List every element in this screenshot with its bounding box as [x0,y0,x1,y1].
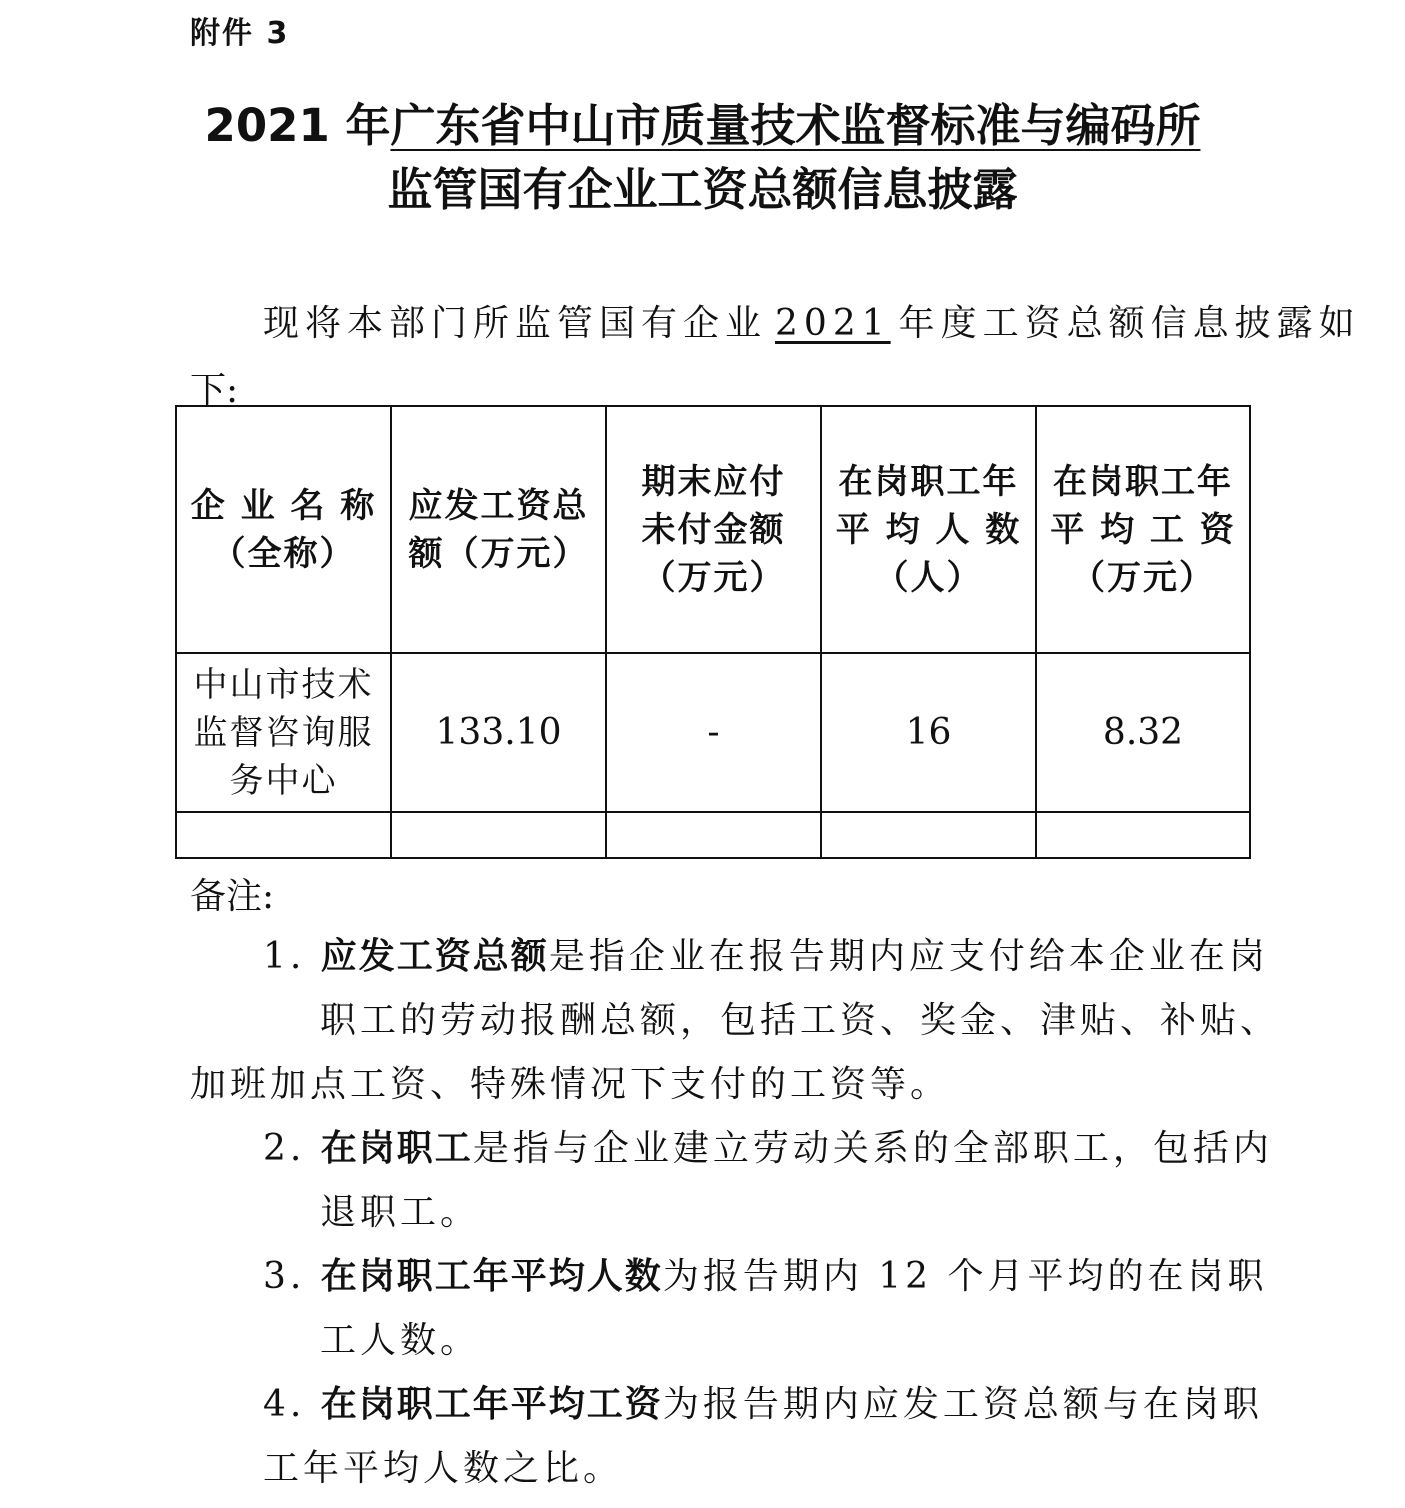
note-2-line2: 退职工。 [320,1192,481,1233]
company-name-line: 务中心 [229,760,338,801]
note-text: 为报告期内 12 个月平均的在岗职 [662,1256,1268,1297]
empty-cell [821,812,1036,858]
header-line: 平 均 人 数 [835,509,1022,550]
note-text: 是指与企业建立劳动关系的全部职工，包括内 [472,1128,1273,1169]
attachment-label: 附件 3 [190,16,290,51]
note-number: 1. [263,936,321,977]
header-line: 额（万元） [408,533,589,574]
document-title-line1 [0,99,1405,152]
header-line: （人） [874,557,983,598]
header-line: 企 业 名 称 [190,485,377,526]
empty-cell [391,812,606,858]
header-line: 应发工资总 [408,485,589,526]
note-3-line1 [263,1248,1268,1299]
company-name-line: 中山市技术 [193,664,374,705]
note-term: 在岗职工年平均工资 [320,1384,663,1425]
intro-before-year: 现将本部门所监管国有企业 [263,303,768,344]
table-row [176,653,1250,812]
empty-cell [176,812,391,858]
note-text: 是指企业在报告期内应支付给本企业在岗 [548,936,1269,977]
header-avg-wage [1036,406,1250,653]
note-2-line1 [263,1120,1273,1171]
header-line: （万元） [1071,557,1215,598]
intro-year: 2021 [775,303,891,344]
header-total-wage [391,406,606,653]
cell-company-name [176,653,391,812]
cell-total-wage: 133.10 [391,653,606,812]
header-line: 平 均 工 资 [1050,509,1236,550]
header-line: 未付金额 [641,509,786,550]
note-term: 在岗职工 [320,1128,473,1169]
header-company-name [176,406,391,653]
note-1-line3: 加班加点工资、特殊情况下支付的工资等。 [190,1064,951,1105]
note-4-line2: 工年平均人数之比。 [263,1448,624,1489]
note-4-line1 [263,1376,1263,1427]
notes-heading: 备注: [190,876,275,917]
company-name-line: 监督咨询服 [193,712,374,753]
note-1-line1 [263,928,1269,979]
note-1-line2: 职工的劳动报酬总额，包括工资、奖金、津贴、补贴、 [320,1000,1281,1041]
intro-paragraph [263,295,1361,346]
header-line: 在岗职工年 [838,461,1019,502]
header-line: 期末应付 [641,461,786,502]
note-text: 为报告期内应发工资总额与在岗职 [662,1384,1263,1425]
wage-disclosure-table [175,405,1251,859]
note-number: 2. [263,1128,321,1169]
note-number: 4. [263,1384,321,1425]
title-line1-underlined: 广东省中山市质量技术监督标准与编码所 [390,99,1201,152]
header-line: （万元） [641,557,786,598]
title-year-prefix: 2021 年 [204,99,391,152]
empty-cell [606,812,821,858]
header-avg-staff [821,406,1036,653]
note-term: 在岗职工年平均人数 [320,1256,663,1297]
intro-after-year: 年度工资总额信息披露如 [898,303,1361,344]
intro-continuation: 下: [190,370,239,411]
header-line: 在岗职工年 [1053,461,1233,502]
document-title-line2: 监管国有企业工资总额信息披露 [387,163,1018,216]
table-header-row [176,406,1250,653]
cell-avg-wage: 8.32 [1036,653,1250,812]
cell-avg-staff: 16 [821,653,1036,812]
header-line: （全称） [211,533,356,574]
header-unpaid-amount [606,406,821,653]
note-number: 3. [263,1256,321,1297]
table-row-empty [176,812,1250,858]
empty-cell [1036,812,1250,858]
cell-unpaid-amount: - [606,653,821,812]
note-term: 应发工资总额 [320,936,549,977]
note-3-line2: 工人数。 [320,1320,481,1361]
